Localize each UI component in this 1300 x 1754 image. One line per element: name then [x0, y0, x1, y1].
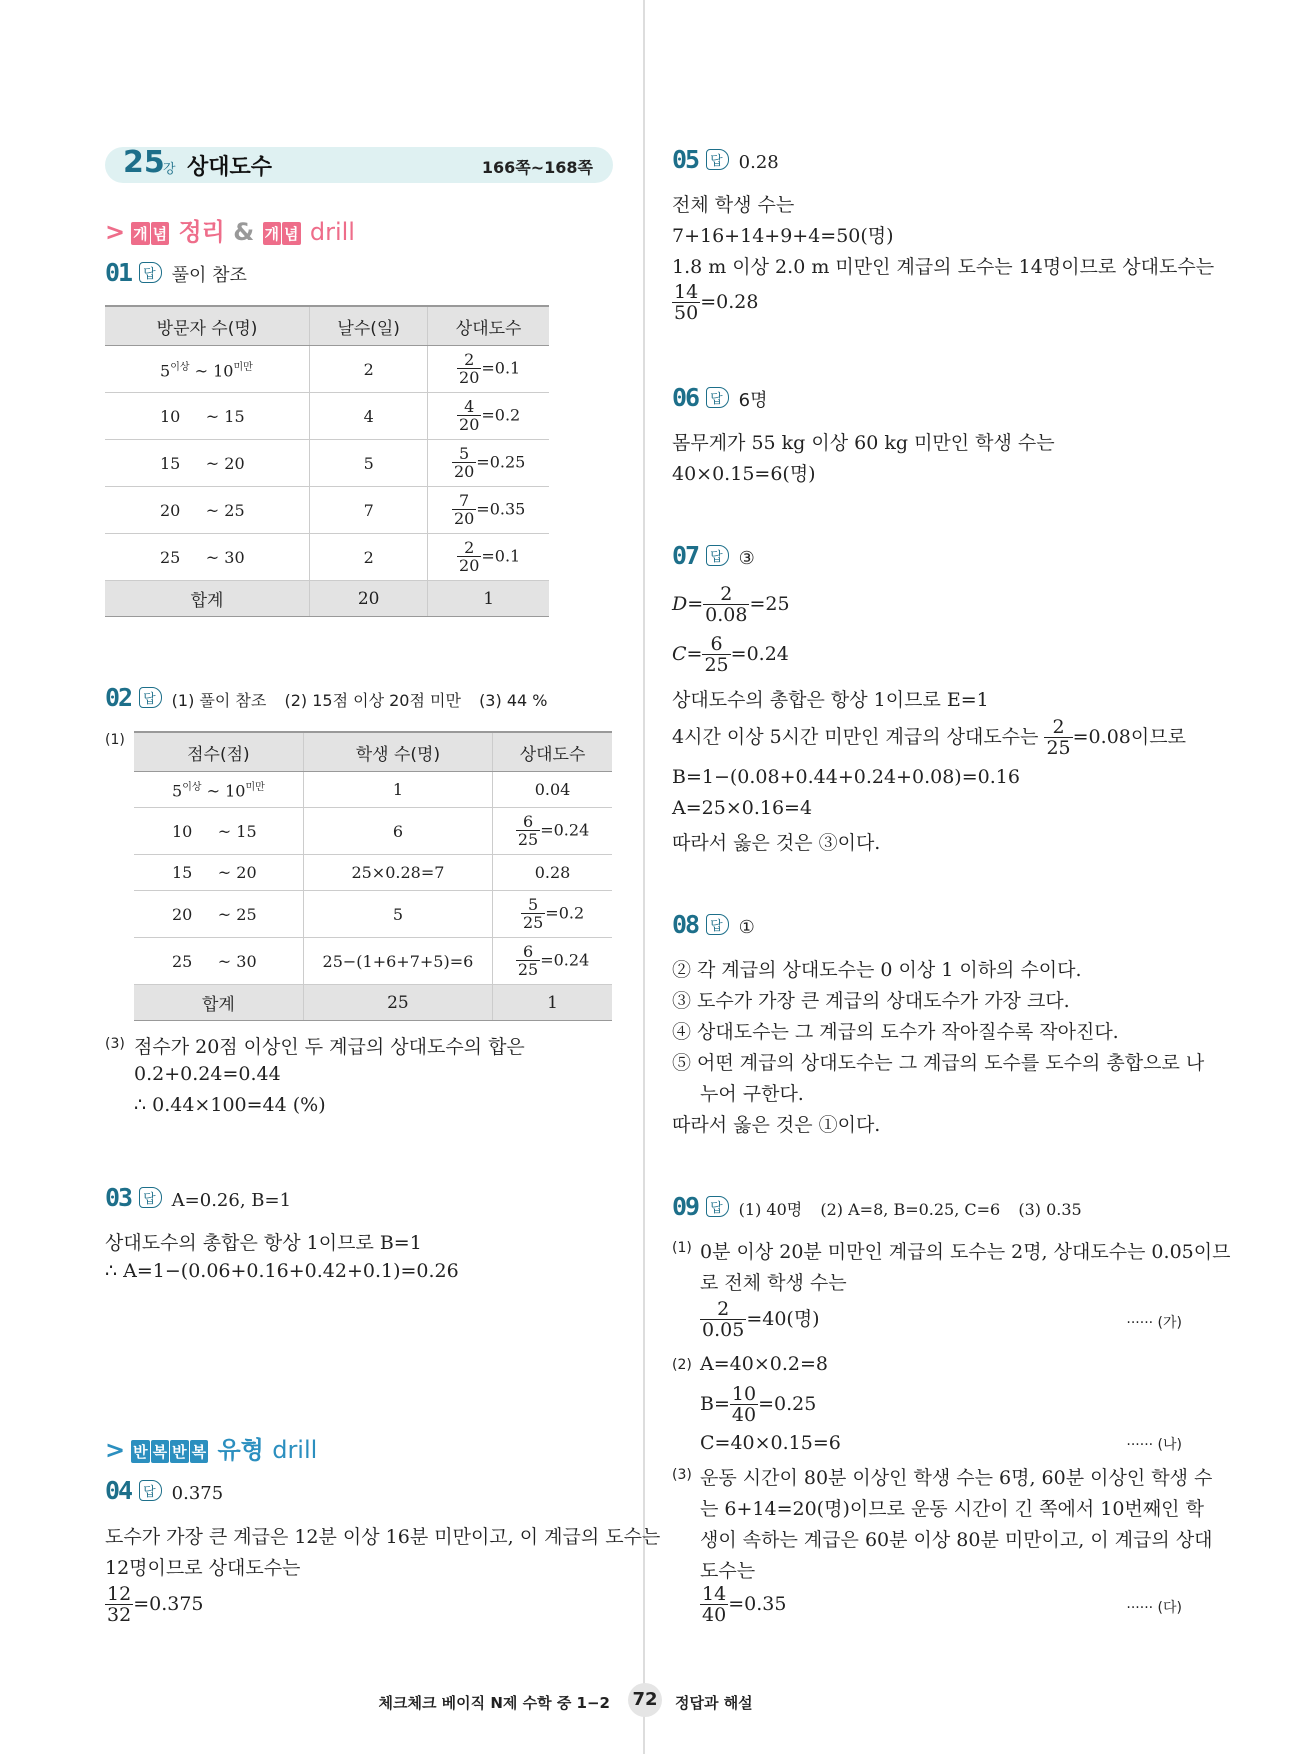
lesson-number: 25 [123, 145, 165, 180]
q02-part3-line2: 0.2+0.24=0.44 [134, 1063, 281, 1085]
question-number: 03 [105, 1183, 132, 1212]
answer-mark: 답 [706, 914, 729, 935]
rel-cell: $\frac{5}{20}$ =0.25 [428, 440, 549, 487]
q08-line1: ② 각 계급의 상대도수는 0 이상 1 이하의 수이다. [672, 959, 1082, 981]
q03-header [105, 1183, 291, 1212]
lesson-header [105, 147, 613, 183]
page-number: 72 [628, 1683, 662, 1717]
section-amp: & [233, 218, 255, 246]
count-cell: 5 [310, 440, 428, 487]
table-row [134, 891, 612, 938]
question-number: 05 [672, 145, 699, 174]
section-heading-type-drill [105, 1430, 317, 1465]
q06-line1: 몸무게가 55 kg 이상 60 kg 미만인 학생 수는 [672, 432, 1055, 454]
chevron-right-icon: > [105, 218, 126, 246]
q07-line5: B=1−(0.08+0.44+0.24+0.08)=0.16 [672, 766, 1020, 788]
q06-header [672, 383, 768, 412]
marker-ga: ······ (가) [1126, 1315, 1182, 1331]
q09-part3-line5: $\frac{14}{40}$ =0.35 ······ (다) [702, 1583, 1182, 1626]
q07-header [672, 541, 755, 570]
rel-cell: $\frac{5}{25}$ =0.2 [493, 891, 612, 938]
table-header: 방문자 수(명) [105, 306, 310, 346]
total-rel: 1 [428, 581, 549, 617]
class-cell: $5^{이상}$ ~ $10^{미만}$ [105, 346, 310, 393]
section-heading-concept [105, 212, 355, 247]
q01-header [105, 258, 247, 287]
q09-part1-line1: 0분 이상 20분 미만인 계급의 도수는 2명, 상대도수는 0.05이므 [700, 1241, 1231, 1263]
q09-part3-label: (3) [672, 1467, 692, 1483]
answer-mark: 답 [706, 545, 729, 566]
q05-line4: $\frac{14}{50}$ =0.28 [674, 281, 759, 324]
q09-part1-label: (1) [672, 1240, 692, 1256]
q04-line3: $\frac{12}{32}$ =0.375 [107, 1583, 204, 1626]
q02-part3-line1: 점수가 20점 이상인 두 계급의 상대도수의 합은 [134, 1036, 525, 1058]
q08-answer: ① [738, 917, 755, 938]
q07-line6: A=25×0.16=4 [672, 797, 813, 819]
answer-mark: 답 [139, 687, 162, 708]
count-cell: 25×0.28=7 [303, 855, 492, 891]
q08-line6: 따라서 옳은 것은 ①이다. [672, 1114, 881, 1136]
q09-answer-2: (2) A=8, B=0.25, C=6 [820, 1200, 1001, 1219]
q07-line3: 상대도수의 총합은 항상 1이므로 E=1 [672, 689, 989, 711]
table-row [134, 938, 612, 985]
q02-part3-line3: ∴ 0.44×100=44 (%) [134, 1094, 326, 1116]
q09-part3-line1: 운동 시간이 80분 이상인 학생 수는 6명, 60분 이상인 학생 수 [700, 1467, 1213, 1489]
total-rel: 1 [493, 985, 612, 1021]
table-row [105, 393, 549, 440]
q05-line3: 1.8 m 이상 2.0 m 미만인 계급의 도수는 14명이므로 상대도수는 [672, 256, 1215, 278]
marker-na: ······ (나) [1126, 1437, 1182, 1453]
q04-header [105, 1476, 223, 1505]
q07-line-d: D= $\frac{2}{0.08}$ =25 [672, 583, 790, 626]
section-box: 개 [131, 222, 150, 245]
table-header: 점수(점) [134, 732, 303, 772]
class-cell: 25 ~ 30 [134, 938, 303, 985]
class-cell: $5^{이상}$ ~ $10^{미만}$ [134, 772, 303, 808]
q02-answer-2: (2) 15점 이상 20점 미만 [284, 691, 461, 710]
answer-mark: 답 [706, 387, 729, 408]
count-cell: 2 [310, 534, 428, 581]
total-count: 25 [303, 985, 492, 1021]
q09-part2-line3: C=40×0.15=6 ······ (나) [700, 1432, 1182, 1454]
total-count: 20 [310, 581, 428, 617]
section-word: 정리 [178, 218, 225, 246]
section-box: 개 [263, 222, 282, 245]
count-cell: 6 [303, 808, 492, 855]
answer-mark: 답 [706, 149, 729, 170]
section-box: 반 [131, 1440, 150, 1463]
q06-line2: 40×0.15=6(명) [672, 463, 816, 485]
rel-cell: 0.28 [493, 855, 612, 891]
q09-part1-line3: $\frac{2}{0.05}$ =40(명) ······ (가) [702, 1298, 1182, 1341]
table-total-row [134, 985, 612, 1021]
section-word: 유형 [217, 1436, 264, 1464]
table-total-row [105, 581, 549, 617]
q02-part3-label: (3) [105, 1036, 125, 1052]
q05-answer: 0.28 [738, 152, 779, 173]
question-number: 02 [105, 683, 132, 712]
table-row [105, 440, 549, 487]
q02-table [134, 731, 612, 1021]
rel-cell: $\frac{6}{25}$ =0.24 [493, 808, 612, 855]
answer-mark: 답 [139, 1187, 162, 1208]
q07-answer: ③ [738, 548, 755, 569]
chevron-right-icon: > [105, 1436, 126, 1464]
lesson-pages: 166쪽~168쪽 [481, 158, 593, 177]
q04-line1: 도수가 가장 큰 계급은 12분 이상 16분 미만이고, 이 계급의 도수는 [105, 1526, 661, 1548]
count-cell: 25−(1+6+7+5)=6 [303, 938, 492, 985]
q09-part2-line2: B= $\frac{10}{40}$ =0.25 [700, 1383, 817, 1426]
table-row [105, 487, 549, 534]
section-box: 복 [190, 1440, 209, 1463]
question-number: 07 [672, 541, 699, 570]
total-label: 합계 [105, 581, 310, 617]
q07-line7: 따라서 옳은 것은 ③이다. [672, 832, 881, 854]
lesson-gang: 강 [163, 162, 176, 177]
rel-cell: $\frac{4}{20}$ =0.2 [428, 393, 549, 440]
section-box: 념 [282, 222, 301, 245]
q04-answer: 0.375 [171, 1483, 224, 1504]
answer-mark: 답 [706, 1196, 729, 1217]
footer-section: 정답과 해설 [675, 1694, 753, 1712]
rel-cell: $\frac{7}{20}$ =0.35 [428, 487, 549, 534]
table-row [105, 534, 549, 581]
table-row [134, 808, 612, 855]
q08-line4: ⑤ 어떤 계급의 상대도수는 그 계급의 도수를 도수의 총합으로 나 [672, 1052, 1205, 1074]
column-divider [643, 0, 645, 1754]
q01-answer: 풀이 참조 [171, 265, 247, 286]
q08-header [672, 910, 755, 939]
table-row [105, 346, 549, 393]
q07-line4: 4시간 이상 5시간 미만인 계급의 상대도수는 $\frac{2}{25}$ =0.08이므로 [672, 716, 1186, 759]
q02-part1-label: (1) [105, 732, 125, 748]
answer-mark: 답 [139, 262, 162, 283]
count-cell: 4 [310, 393, 428, 440]
q03-line1: 상대도수의 총합은 항상 1이므로 B=1 [105, 1232, 422, 1254]
count-cell: 7 [310, 487, 428, 534]
question-number: 04 [105, 1476, 132, 1505]
q09-part1-line2: 로 전체 학생 수는 [700, 1272, 847, 1294]
q02-header [105, 683, 547, 712]
footer-book-title: 체크체크 베이직 N제 수학 중 1−2 [378, 1694, 610, 1712]
section-box: 반 [170, 1440, 189, 1463]
q09-part2-label: (2) [672, 1357, 692, 1373]
question-number: 06 [672, 383, 699, 412]
class-cell: 10 ~ 15 [105, 393, 310, 440]
q03-answer: A=0.26, B=1 [171, 1190, 292, 1211]
q09-part2-line1: A=40×0.2=8 [700, 1353, 828, 1375]
class-cell: 10 ~ 15 [134, 808, 303, 855]
q01-table [105, 305, 549, 617]
count-cell: 2 [310, 346, 428, 393]
section-drill: drill [272, 1436, 318, 1464]
page-footer [0, 1680, 1300, 1720]
table-header: 학생 수(명) [303, 732, 492, 772]
q02-answer-1: (1) 풀이 참조 [171, 691, 267, 710]
q09-answer-3: (3) 0.35 [1018, 1200, 1082, 1219]
class-cell: 20 ~ 25 [134, 891, 303, 938]
lesson-title: 상대도수 [187, 155, 273, 180]
q02-answer-3: (3) 44 % [479, 691, 548, 710]
q09-answer-1: (1) 40명 [738, 1200, 803, 1219]
class-cell: 15 ~ 20 [134, 855, 303, 891]
q04-line2: 12명이므로 상대도수는 [105, 1557, 301, 1579]
q07-line-c: C= $\frac{6}{25}$ =0.24 [672, 633, 789, 676]
q05-line2: 7+16+14+9+4=50(명) [672, 225, 894, 247]
q08-line3: ④ 상대도수는 그 계급의 도수가 작아질수록 작아진다. [672, 1021, 1119, 1043]
table-header: 상대도수 [428, 306, 549, 346]
class-cell: 25 ~ 30 [105, 534, 310, 581]
answer-mark: 답 [139, 1480, 162, 1501]
question-number: 01 [105, 258, 132, 287]
q09-part3-line3: 생이 속하는 계급은 60분 이상 80분 미만이고, 이 계급의 상대 [700, 1529, 1213, 1551]
section-box: 념 [151, 222, 170, 245]
rel-cell: $\frac{2}{20}$ =0.1 [428, 534, 549, 581]
marker-da: ······ (다) [1126, 1600, 1182, 1616]
table-row [134, 855, 612, 891]
q05-line1: 전체 학생 수는 [672, 194, 795, 216]
table-header: 날수(일) [310, 306, 428, 346]
rel-cell: 0.04 [493, 772, 612, 808]
q03-line2: ∴ A=1−(0.06+0.16+0.42+0.1)=0.26 [105, 1260, 459, 1282]
section-box: 복 [151, 1440, 170, 1463]
q09-header [672, 1192, 1082, 1221]
q09-part3-line4: 도수는 [700, 1560, 756, 1582]
rel-cell: $\frac{6}{25}$ =0.24 [493, 938, 612, 985]
class-cell: 20 ~ 25 [105, 487, 310, 534]
section-drill: drill [309, 218, 355, 246]
question-number: 09 [672, 1192, 699, 1221]
question-number: 08 [672, 910, 699, 939]
rel-cell: $\frac{2}{20}$ =0.1 [428, 346, 549, 393]
total-label: 합계 [134, 985, 303, 1021]
table-row [134, 772, 612, 808]
class-cell: 15 ~ 20 [105, 440, 310, 487]
q09-part3-line2: 는 6+14=20(명)이므로 운동 시간이 긴 쪽에서 10번째인 학 [700, 1498, 1204, 1520]
count-cell: 1 [303, 772, 492, 808]
count-cell: 5 [303, 891, 492, 938]
q05-header [672, 145, 779, 174]
table-header: 상대도수 [493, 732, 612, 772]
q08-line2: ③ 도수가 가장 큰 계급의 상대도수가 가장 크다. [672, 990, 1070, 1012]
q08-line5: 누어 구한다. [700, 1083, 804, 1105]
q06-answer: 6명 [738, 390, 768, 411]
